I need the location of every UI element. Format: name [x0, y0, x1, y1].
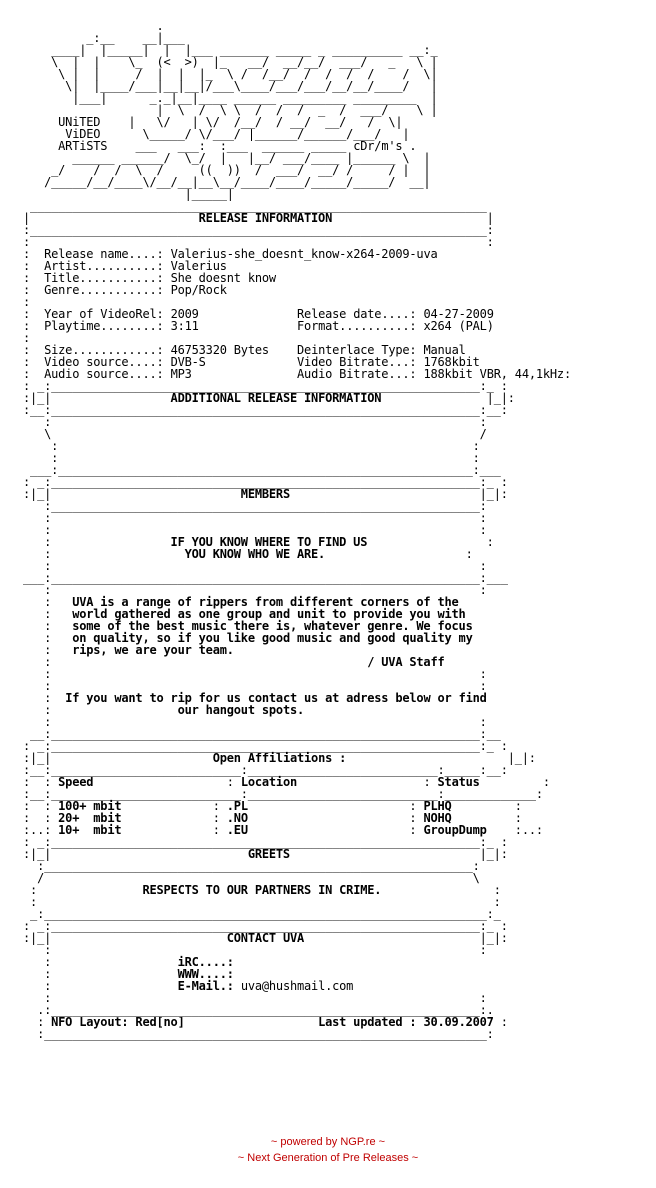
about-line-2: world gathered as one group and unit to provide you with	[72, 607, 466, 621]
col-status: Status	[437, 775, 480, 789]
col-location: Location	[240, 775, 298, 789]
tagline-line-1: IF YOU KNOW WHERE TO FIND US	[170, 535, 368, 549]
staff-signoff: / UVA Staff	[367, 655, 445, 669]
artist: Valerius	[170, 259, 227, 273]
size: 46753320 Bytes	[170, 343, 269, 357]
heading-additional-info: ADDITIONAL RELEASE INFORMATION	[170, 391, 382, 405]
playtime: 3:11	[170, 319, 199, 333]
about-line-4: on quality, so if you like good music and good quality my	[72, 631, 473, 645]
logo-video: ViDEO	[65, 127, 101, 141]
video-source: DVB-S	[170, 355, 206, 369]
row-3-status: GroupDump	[423, 823, 487, 837]
powered-by: ~ powered by NGP.re ~	[270, 1136, 386, 1148]
release-name: Valerius-she_doesnt_know-x264-2009-uva	[170, 247, 438, 261]
release-date: 04-27-2009	[423, 307, 494, 321]
row-1-status: PLHQ	[423, 799, 452, 813]
contact-line-1: If you want to rip for us contact us at adress below or find	[65, 691, 487, 705]
col-speed: Speed	[58, 775, 94, 789]
row-1-location: .PL	[226, 799, 248, 813]
about-line-3: some of the best music there is, whatever genre. We focus	[72, 619, 473, 633]
audio-source: MP3	[170, 367, 192, 381]
deinterlace-type: Manual	[423, 343, 466, 357]
row-1-speed: 100+ mbit	[58, 799, 122, 813]
last-updated: 30.09.2007	[423, 1015, 494, 1029]
nfo-document: . _:__ __|___ ____| |_____| | |___ _______ _____ _ __________ __:_ \ | | \_ (< >) |_ __/ __/__/ ___/ _ \ | \ | | / | | |_ \ / /__/ / / / / / \| \| |____/___|__|__|/___\____/___/___/__/__/____/ | |___| _._|__|____ ______ _________ _________ | | \ / \ \ / / / _ / ___/ \ | UNiTED | \/ | \/ /__/ / __/ __/ / \| ViDEO \_____/ \/___/ |______/______/___/ | ARTiSTS ___ ___: :___ ______ _____ cDr/m's . ______ ______/ \_/ | |__/ ___/____ |______ \ | _/ / / \ / (( )) / ___/ __/ / / | | /_____/__/____\/__/__|__\__/____/____/_____/_____/ __| |_____| _________________________________________________________________ | RELEASE INFORMATION | :_________________________________________________________________: : : : Release name....: Valerius-she_doesnt_know-x264-2009-uva : Artist..........: Valerius : Title...........: She doesnt know : Genre...........: Pop/Rock : : Year of VideoRel: 2009 Release date....: 04-27-2009 : Playtime........: 3:11 Format..........: x264 (PAL) : : Size............: 46753320 Bytes Deinterlace Type: Manual : Video source....: DVB-S Video Bitrate...: 1768kbit : Audio source....: MP3 Audio Bitrate...: 188kbit VBR, 44,1kHz: : _:_____________________________________________________________:_ : :|_| ADDITIONAL RELEASE INFORMATION |_|: :__:_____________________________________________________________:__: : : \ / : : : : ___:___________________________________________________________:___ : _:_____________________________________________________________:_ : :|_| MEMBERS |_|: :_____________________________________________________________: : : : : : IF YOU KNOW WHERE TO FIND US : : YOU KNOW WHO WE ARE. : : : ___:_____________________________________________________________:___ : : : UVA is a range of rippers from different corners of the : world gathered as one group and unit to provide you with : some of the best music there is, whatever genre. We focus : on quality, so if you like good music and good quality my : rips, we are your team. : / UVA Staff : : : : : If you want to rip for us contact us at adress below or find : our hangout spots. : : __:_____________________________________________________________:__ : _:_____________________________________________________________:_ : :|_| Open Affiliations : |_|: :__:___________________________:___________________________:_____:__: : : Speed : Location : Status : :__:___________________________:___________________________:_____________: : : 100+ mbit : .PL : PLHQ : : : 20+ mbit : .NO : NOHQ : :..: 10+ mbit : .EU : GroupDump :..: : _:_____________________________________________________________:_ : :|_| GREETS |_|: :_____________________________________________________________: / \ : RESPECTS TO OUR PARTNERS IN CRIME. : : : _:_______________________________________________________________:_ : _:_____________________________________________________________:_ : :|_| CONTACT UVA |_|: : : : iRC....: : WWW....: : E-Mail.: uva@hushmail.com : : .:_____________________________________________________________:. : NFO Layout: Red[no] Last updated : 30.09.2007 : :_______________________________________________________________:	[23, 19, 571, 1041]
logo-artists: ARTiSTS	[58, 139, 108, 153]
footer-tagline: ~ Next Generation of Pre Releases ~	[237, 1152, 419, 1164]
logo-united: UNiTED	[58, 115, 101, 129]
heading-release-info: RELEASE INFORMATION	[198, 211, 333, 225]
genre: Pop/Rock	[170, 283, 227, 297]
format: x264 (PAL)	[423, 319, 494, 333]
email-value: uva@hushmail.com	[240, 979, 354, 993]
about-line-1: UVA is a range of rippers from different corners of the	[72, 595, 459, 609]
row-2-location: .NO	[226, 811, 248, 825]
heading-affiliations: Open Affiliations :	[212, 751, 347, 765]
heading-members: MEMBERS	[240, 487, 290, 501]
tagline-line-2: YOU KNOW WHO WE ARE.	[184, 547, 326, 561]
heading-contact: CONTACT UVA	[226, 931, 305, 945]
row-2-status: NOHQ	[423, 811, 452, 825]
nfo-layout: NFO Layout: Red[no]	[51, 1015, 185, 1029]
logo-signature: cDr/m's	[353, 139, 403, 153]
greets-text: RESPECTS TO OUR PARTNERS IN CRIME.	[142, 883, 382, 897]
contact-line-2: our hangout spots.	[177, 703, 305, 717]
row-3-location: .EU	[226, 823, 248, 837]
year: 2009	[170, 307, 199, 321]
video-bitrate: 1768kbit	[423, 355, 480, 369]
heading-greets: GREETS	[247, 847, 290, 861]
title: She doesnt know	[170, 271, 276, 285]
row-2-speed: 20+ mbit	[58, 811, 122, 825]
footer	[0, 1134, 656, 1166]
row-3-speed: 10+ mbit	[58, 823, 122, 837]
about-line-5: rips, we are your team.	[72, 643, 234, 657]
audio-bitrate: 188kbit VBR, 44,1kHz	[423, 367, 564, 381]
